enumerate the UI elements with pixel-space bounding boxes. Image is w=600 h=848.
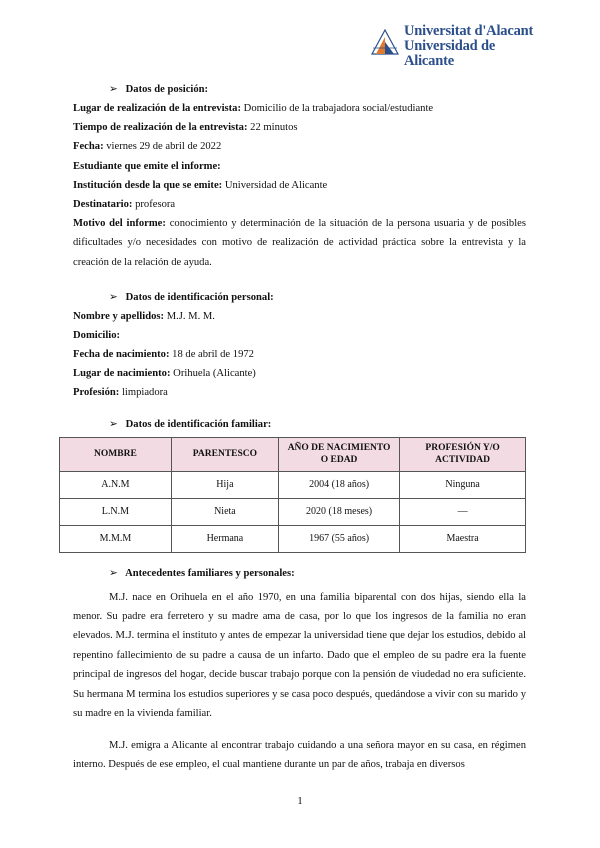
field-row	[73, 99, 526, 118]
motivo-paragraph	[73, 214, 526, 272]
field-label: Fecha de nacimiento:	[73, 349, 170, 361]
table-cell: 1967 (55 años)	[279, 525, 400, 552]
section-heading-text: Datos de posición:	[125, 84, 209, 95]
field-row	[73, 137, 526, 156]
table-cell: L.N.M	[60, 498, 172, 525]
field-row	[73, 364, 526, 383]
table-cell: 2004 (18 años)	[279, 471, 400, 498]
field-row	[73, 307, 526, 326]
arrow-bullet-icon: ➢	[109, 291, 118, 303]
field-label: Destinatario:	[73, 198, 133, 210]
field-row	[73, 157, 526, 176]
motivo-label: Motivo del informe:	[73, 218, 166, 230]
section-heading-family	[109, 415, 526, 434]
column-header: NOMBRE	[60, 437, 172, 471]
table-cell: Hija	[171, 471, 278, 498]
field-row	[73, 383, 526, 402]
field-row	[73, 176, 526, 195]
family-table	[59, 437, 526, 553]
field-row	[73, 195, 526, 214]
section-heading-text: Datos de identificación familiar:	[125, 418, 272, 430]
section-heading-position	[109, 80, 526, 99]
table-cell: 2020 (18 meses)	[279, 498, 400, 525]
antecedentes-paragraph-2: M.J. emigra a Alicante al encontrar trabajo cuidando a una señora mayor en su casa, en régimen interno. Después de ese empleo, el cual mantiene durante un par de años, trabaja en diversos	[73, 739, 526, 770]
section-heading-antecedentes	[109, 564, 526, 583]
field-value: viernes 29 de abril de 2022	[106, 141, 222, 153]
field-value: Domicilio de la trabajadora social/estudiante	[243, 103, 434, 114]
antecedentes-paragraph-1: M.J. nace en Orihuela en el año 1970, en una familia biparental con dos hijas, siendo ella la menor. Su padre era ferretero y su madre ama de casa, por lo que los ingresos de la familia no eran elevados. M.J. termina el instituto y antes de empezar la universidad tiene que dejar los estudios, debido al repentino fallecimiento de su padre a causa de un infarto. Dado que el empleo de su padre era la fuente principal de ingresos del hogar, decide buscar trabajo porque con la pensión de viudedad no era suficiente. Su hermana M termina los estudios superiores y se casa poco después, quedándose a vivir con su marido y su madre en la vivienda familiar.	[73, 591, 526, 720]
field-value: Universidad de Alicante	[224, 179, 328, 191]
table-cell: Maestra	[400, 525, 526, 552]
section-heading-text: Antecedentes familiares y personales:	[125, 567, 295, 579]
table-cell: A.N.M	[60, 471, 172, 498]
logo-line-2: Universidad de Alicante	[404, 38, 496, 69]
column-header: PROFESIÓN Y/O ACTIVIDAD	[400, 437, 526, 471]
field-label: Fecha:	[73, 141, 104, 153]
table-cell: Nieta	[171, 498, 278, 525]
page-number: 1	[297, 795, 303, 807]
field-row	[73, 118, 526, 137]
field-row	[73, 326, 526, 345]
table-row	[60, 525, 526, 552]
table-header-row	[60, 437, 526, 471]
field-label: Profesión:	[73, 387, 120, 399]
arrow-bullet-icon: ➢	[109, 567, 118, 579]
field-label: Tiempo de realización de la entrevista:	[73, 122, 248, 134]
column-header: PARENTESCO	[171, 437, 278, 471]
arrow-bullet-icon: ➢	[109, 418, 118, 430]
field-label: Nombre y apellidos:	[73, 310, 165, 322]
field-label: Lugar de realización de la entrevista:	[73, 103, 242, 114]
section-heading-personal	[109, 288, 526, 307]
field-value: 22 minutos	[250, 122, 298, 134]
field-label: Domicilio:	[73, 329, 121, 341]
field-value: 18 de abril de 1972	[172, 349, 254, 361]
table-row	[60, 471, 526, 498]
field-label: Lugar de nacimiento:	[73, 368, 171, 380]
table-row	[60, 498, 526, 525]
university-logo	[370, 23, 540, 69]
field-value: limpiadora	[121, 387, 168, 399]
arrow-bullet-icon: ➢	[109, 84, 118, 95]
logo-line-1: Universitat d'Alacant	[404, 23, 534, 39]
table-cell: Hermana	[171, 525, 278, 552]
field-label: Institución desde la que se emite:	[73, 179, 223, 191]
university-logo-icon	[370, 26, 400, 56]
field-value: profesora	[135, 198, 176, 210]
table-cell: M.M.M	[60, 525, 172, 552]
document-body	[73, 80, 526, 774]
field-value: M.J. M. M.	[166, 310, 215, 322]
table-cell: Ninguna	[400, 471, 526, 498]
motivo-text: conocimiento y determinación de la situación de la persona usuaria y de posibles dificultades y/o necesidades con motivo de realización de actividad práctica sobre la entrevista y la creación de la relación de ayuda.	[73, 218, 526, 268]
field-row	[73, 345, 526, 364]
field-value: Orihuela (Alicante)	[173, 368, 256, 380]
field-label: Estudiante que emite el informe:	[73, 160, 221, 172]
column-header: AÑO DE NACIMIENTO O EDAD	[279, 437, 400, 471]
section-heading-text: Datos de identificación personal:	[125, 291, 274, 303]
table-cell: —	[400, 498, 526, 525]
